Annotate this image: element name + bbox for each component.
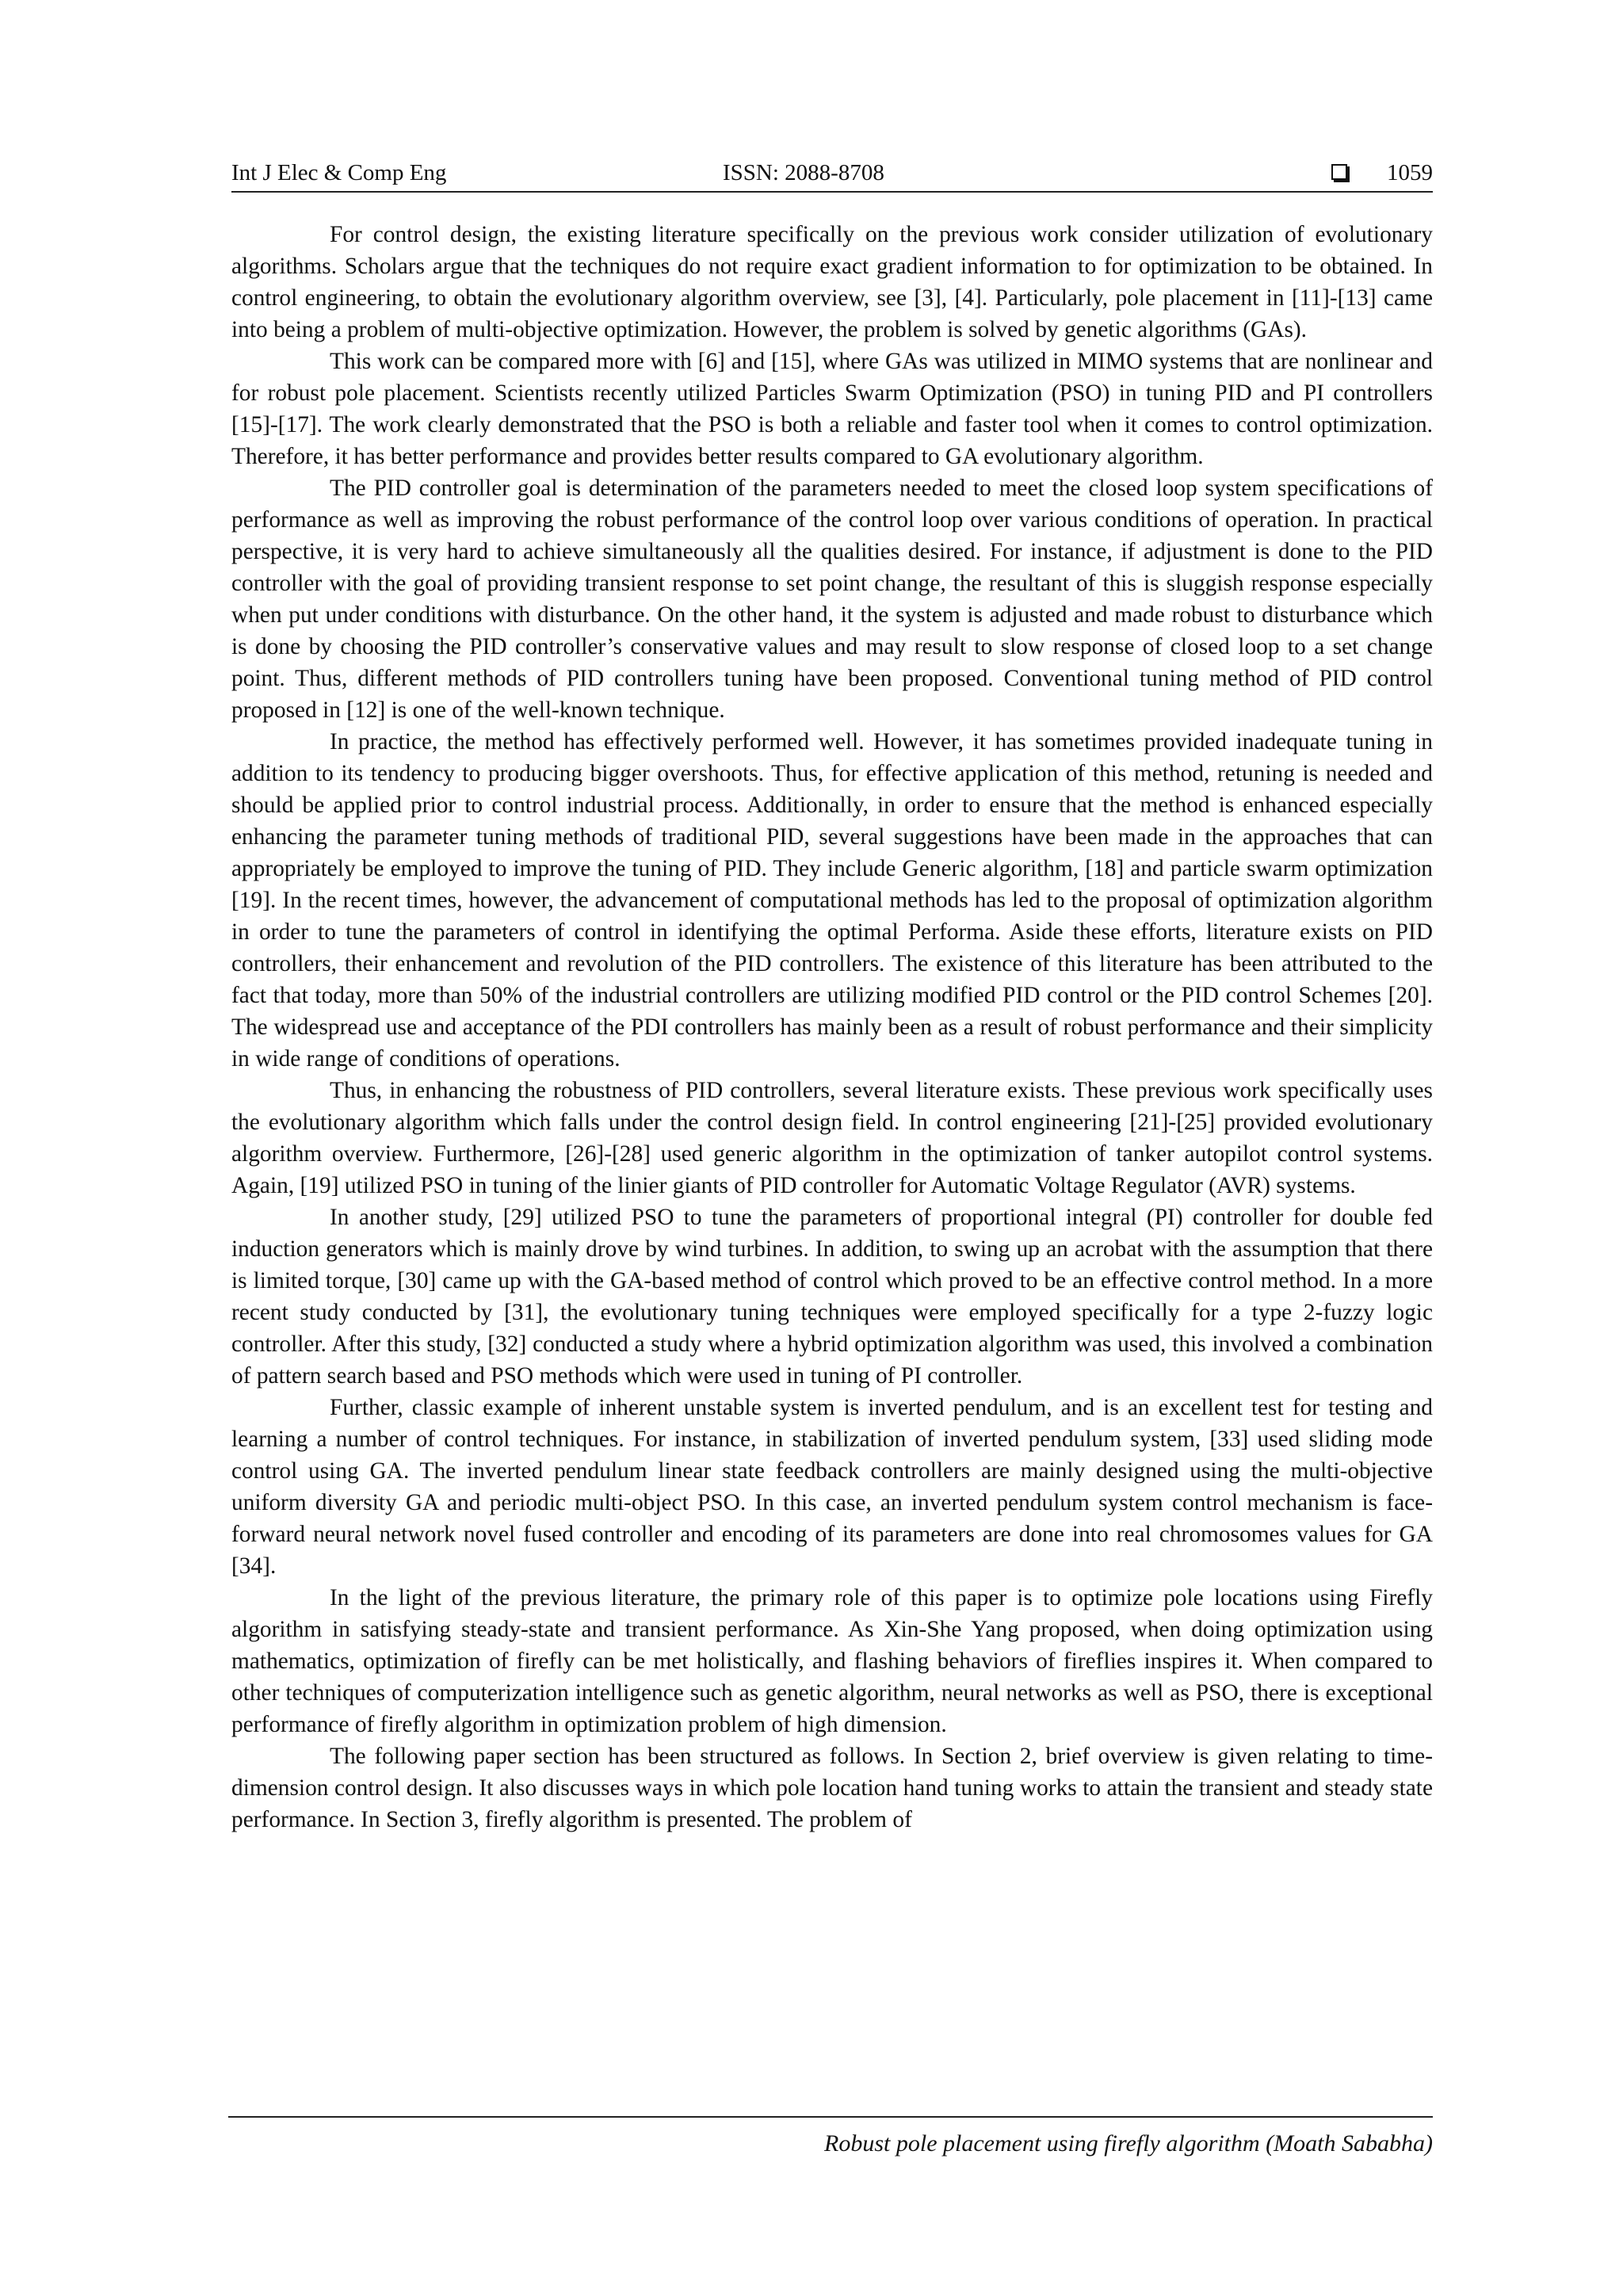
paragraph: Thus, in enhancing the robustness of PID controllers, several literature exists. These previous work specifically uses the evolutionary algorithm which falls under the control design field. In control engineering [21]-[25] provided evolutionary algorithm overview. Furthermore, [26]-[28] used generic algorithm in the optimization of tanker autopilot control systems. Again, [19] utilized PSO in tuning of the linier giants of PID controller for Automatic Voltage Regulator (AVR) systems.: [231, 1078, 1433, 1198]
square-box-icon: [1331, 164, 1347, 180]
page-number: 1059: [1387, 160, 1433, 185]
paragraph: This work can be compared more with [6] and [15], where GAs was utilized in MIMO systems that are nonlinear and for robust pole placement. Scientists recently utilized Particles Swarm Optimization (PSO) in tuning PID and PI controllers [15]-[17]. The work clearly demonstrated that the PSO is both a reliable and faster tool when it comes to control optimization. Therefore, it has better performance and provides better results compared to GA evolutionary algorithm.: [231, 349, 1433, 469]
paragraph: For control design, the existing literature specifically on the previous work consider utilization of evolutionary algorithms. Scholars argue that the techniques do not require exact gradient information to for optimization to be obtained. In control engineering, to obtain the evolutionary algorithm overview, see [3], [4]. Particularly, pole placement in [11]-[13] came into being a problem of multi-objective optimization. However, the problem is solved by genetic algorithms (GAs).: [231, 222, 1433, 342]
paragraph: In the light of the previous literature, the primary role of this paper is to optimize pole locations using Firefly algorithm in satisfying steady-state and transient performance. As Xin-She Yang proposed, when doing optimization using mathematics, optimization of firefly can be met holistically, and flashing behaviors of fireflies inspires it. When compared to other techniques of computerization intelligence such as genetic algorithm, neural networks as well as PSO, there is exceptional performance of firefly algorithm in optimization problem of high dimension.: [231, 1585, 1433, 1737]
footer-divider: [228, 2116, 1433, 2118]
paragraph: In another study, [29] utilized PSO to tune the parameters of proportional integral (PI) controller for double fed induction generators which is mainly drove by wind turbines. In addition, to swing up an acrobat with the assumption that there is limited torque, [30] came up with the GA-based method of control which proved to be an effective control method. In a more recent study conducted by [31], the evolutionary tuning techniques were employed specifically for a type 2-fuzzy logic controller. After this study, [32] conducted a study where a hybrid optimization algorithm was used, this involved a combination of pattern search based and PSO methods which were used in tuning of PI controller.: [231, 1205, 1433, 1389]
journal-name: Int J Elec & Comp Eng: [231, 160, 447, 185]
page-header: [231, 155, 1433, 190]
paragraph: Further, classic example of inherent unstable system is inverted pendulum, and is an excellent test for testing and learning a number of control techniques. For instance, in stabilization of inverted pendulum system, [33] used sliding mode control using GA. The inverted pendulum linear state feedback controllers are mainly designed using the multi-objective uniform diversity GA and periodic multi-object PSO. In this case, an inverted pendulum system control mechanism is face-forward neural network novel fused controller and encoding of its parameters are done into real chromosomes values for GA [34].: [231, 1395, 1433, 1579]
paragraph: In practice, the method has effectively performed well. However, it has sometimes provided inadequate tuning in addition to its tendency to producing bigger overshoots. Thus, for effective application of this method, retuning is needed and should be applied prior to control industrial process. Additionally, in order to ensure that the method is enhanced especially enhancing the parameter tuning methods of traditional PID, several suggestions have been made in the approaches that can appropriately be employed to improve the tuning of PID. They include Generic algorithm, [18] and particle swarm optimization [19]. In the recent times, however, the advancement of computational methods has led to the proposal of optimization algorithm in order to tune the parameters of control in identifying the optimal Performa. Aside these efforts, literature exists on PID controllers, their enhancement and revolution of the PID controllers. The existence of this literature has been attributed to the fact that today, more than 50% of the industrial controllers are utilizing modified PID control or the PID control Schemes [20]. The widespread use and acceptance of the PDI controllers has mainly been as a result of robust performance and their simplicity in wide range of conditions of operations.: [231, 729, 1433, 1072]
paragraph: The PID controller goal is determination of the parameters needed to meet the closed loop system specifications of performance as well as improving the robust performance of the control loop over various conditions of operation. In practical perspective, it is very hard to achieve simultaneously all the qualities desired. For instance, if adjustment is done to the PID controller with the goal of providing transient response to set point change, the resultant of this is sluggish response especially when put under conditions with disturbance. On the other hand, it the system is adjusted and made robust to disturbance which is done by choosing the PID controller’s conservative values and may result to slow response of closed loop to a set change point. Thus, different methods of PID controllers tuning have been proposed. Conventional tuning method of PID control proposed in [12] is one of the well-known technique.: [231, 476, 1433, 723]
header-divider: [231, 191, 1433, 193]
paragraph: The following paper section has been structured as follows. In Section 2, brief overview is given relating to time-dimension control design. It also discusses ways in which pole location hand tuning works to attain the transient and steady state performance. In Section 3, firefly algorithm is presented. The problem of: [231, 1744, 1433, 1832]
body-text: [231, 219, 1433, 1836]
issn-label: ISSN: 2088-8708: [723, 160, 884, 185]
running-title: Robust pole placement using firefly algorithm (Moath Sababha): [824, 2130, 1433, 2157]
